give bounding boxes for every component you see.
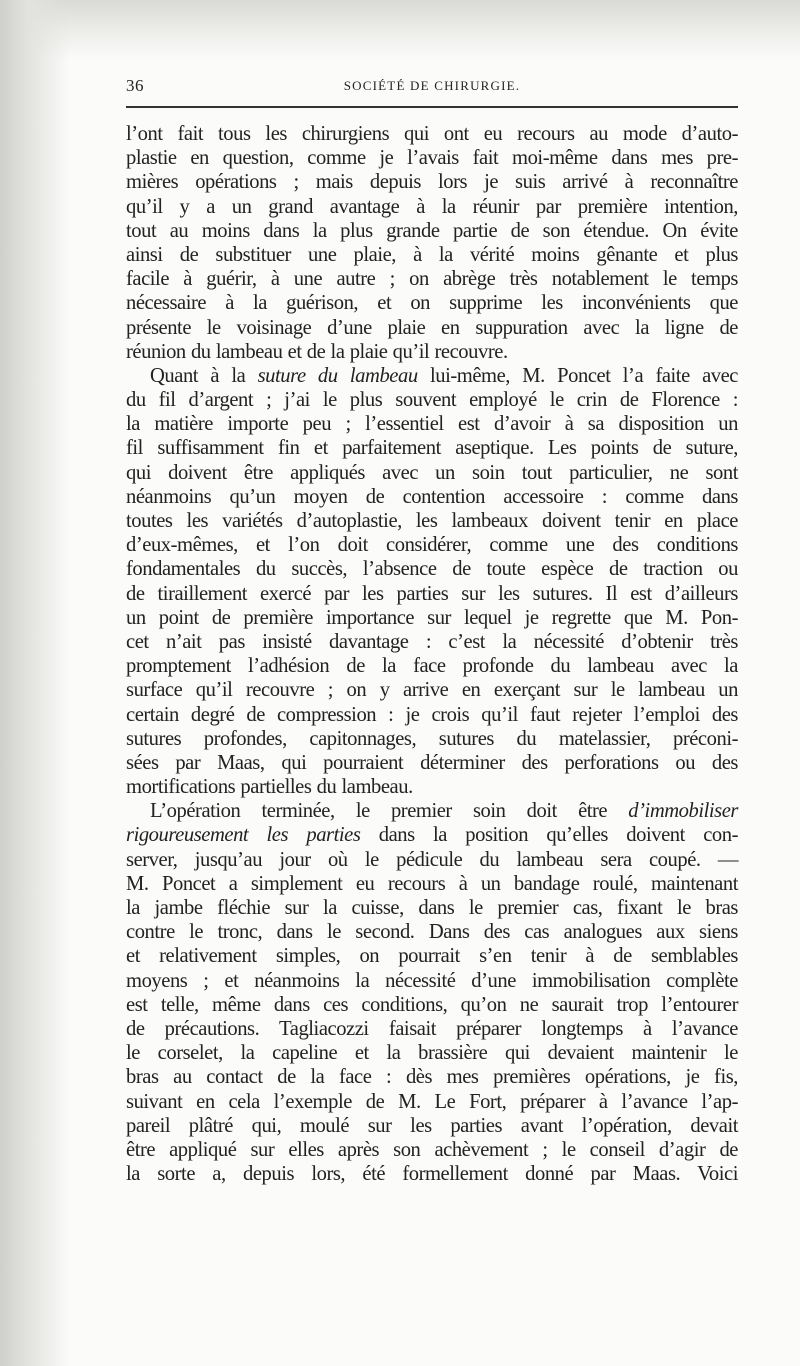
running-head (126, 76, 738, 100)
text-line: sées par Maas, qui pourraient déterminer des perforations ou des (126, 751, 738, 774)
text-line: cet n’ait pas insisté davantage : c’est la nécessité d’obtenir très (126, 630, 738, 653)
text-line: de précautions. Tagliacozzi faisait préparer longtemps à l’avance (126, 1017, 738, 1040)
text-line: bras au contact de la face : dès mes premières opérations, je fis, (126, 1066, 738, 1089)
text-line: présente le voisinage d’une plaie en suppuration avec la ligne de (126, 316, 738, 339)
text-line: M. Poncet a simplement eu recours à un bandage roulé, maintenant (126, 872, 738, 895)
text-line: surface qu’il recouvre ; on y arrive en exerçant sur le lambeau un (126, 679, 738, 702)
text-line: est telle, même dans ces conditions, qu’on ne saurait trop l’entourer (126, 993, 738, 1016)
text-line: toutes les variétés d’autoplastie, les lambeaux doivent tenir en place (126, 510, 738, 532)
text-line: mières opérations ; mais depuis lors je suis arrivé à reconnaître (126, 171, 738, 194)
text-line: moyens ; et néanmoins la nécessité d’une immobilisation complète (126, 969, 738, 992)
text-line: mortifications partielles du lambeau. (126, 776, 413, 799)
text-segment: dans la position qu’elles doivent con- (360, 824, 738, 847)
text-line: le corselet, la capeline et la brassière qui devaient maintenir le (126, 1042, 738, 1065)
text-line: ainsi de substituer une plaie, à la vérité moins gênante et plus (126, 243, 738, 266)
text-line: server, jusqu’au jour où le pédicule du lambeau sera coupé. — (126, 848, 738, 871)
text-line: qui doivent être appliqués avec un soin tout particulier, ne sont (126, 461, 738, 484)
text-line: facile à guérir, à une autre ; on abrège très notablement le temps (126, 268, 738, 291)
text-line: d’eux-mêmes, et l’on doit considérer, comme une des conditions (126, 534, 738, 557)
text-line: nécessaire à la guérison, et on supprime les inconvénients que (126, 292, 738, 315)
page-number: 36 (126, 76, 144, 95)
text-line: sutures profondes, capitonnages, sutures du matelassier, préconi- (126, 727, 738, 750)
text-line: qu’il y a un grand avantage à la réunir par première intention, (126, 195, 738, 218)
text-line: la sorte a, depuis lors, été formellement donné par Maas. Voici (126, 1163, 738, 1186)
text-line: et relativement simples, on pourrait s’en tenir à de semblables (126, 945, 738, 968)
text-line: l’ont fait tous les chirurgiens qui ont eu recours au mode d’auto- (126, 123, 738, 145)
text-line: tout au moins dans la plus grande partie de son étendue. On évite (126, 219, 738, 242)
text-line: fil suffisamment fin et parfaitement aseptique. Les points de suture, (126, 437, 738, 460)
text-line: la jambe fléchie sur la cuisse, dans le premier cas, fixant le bras (126, 897, 738, 919)
text-line: néanmoins qu’un moyen de contention accessoire : comme dans (126, 485, 738, 508)
text-line (126, 364, 738, 388)
text-segment: L’opération terminée, le premier soin doit être (150, 800, 629, 823)
text-segment: lui-même, M. Poncet l’a faite avec (417, 364, 738, 387)
text-line (126, 799, 738, 823)
italic-emphasis: suture du lambeau (257, 364, 418, 387)
text-line: contre le tronc, dans le second. Dans des cas analogues aux siens (126, 921, 738, 944)
body-text (126, 122, 738, 1186)
header-rule (126, 106, 738, 108)
scan-shadow-left (0, 0, 70, 1366)
text-segment: Quant à la (150, 364, 258, 387)
running-title: SOCIÉTÉ DE CHIRURGIE. (343, 78, 521, 93)
book-page (126, 76, 738, 1186)
text-line: fondamentales du succès, l’absence de toute espèce de traction ou (126, 558, 738, 581)
text-line: certain degré de compression : je crois qu’il faut rejeter l’emploi des (126, 703, 738, 726)
text-line: la matière importe peu ; l’essentiel est d’avoir à sa disposition un (126, 413, 738, 436)
text-line: être appliqué sur elles après son achèvement ; le conseil d’agir de (126, 1138, 738, 1161)
text-line: pareil plâtré qui, moulé sur les parties avant l’opération, devait (126, 1114, 738, 1137)
text-line: de tiraillement exercé par les parties sur les sutures. Il est d’ailleurs (126, 582, 738, 605)
text-line (126, 823, 738, 847)
text-line: du fil d’argent ; j’ai le plus souvent employé le crin de Florence : (126, 389, 738, 412)
italic-emphasis: rigoureusement les parties (126, 824, 361, 847)
text-line: suivant en cela l’exemple de M. Le Fort, préparer à l’avance l’ap- (126, 1090, 738, 1113)
text-line: un point de première importance sur lequel je regrette que M. Pon- (126, 606, 738, 629)
italic-emphasis: d’immobiliser (628, 800, 738, 823)
text-line: promptement l’adhésion de la face profonde du lambeau avec la (126, 655, 738, 678)
text-line: réunion du lambeau et de la plaie qu’il recouvre. (126, 340, 508, 363)
text-line: plastie en question, comme je l’avais fait moi-même dans mes pre- (126, 147, 738, 170)
scan-shadow-top (0, 0, 800, 60)
